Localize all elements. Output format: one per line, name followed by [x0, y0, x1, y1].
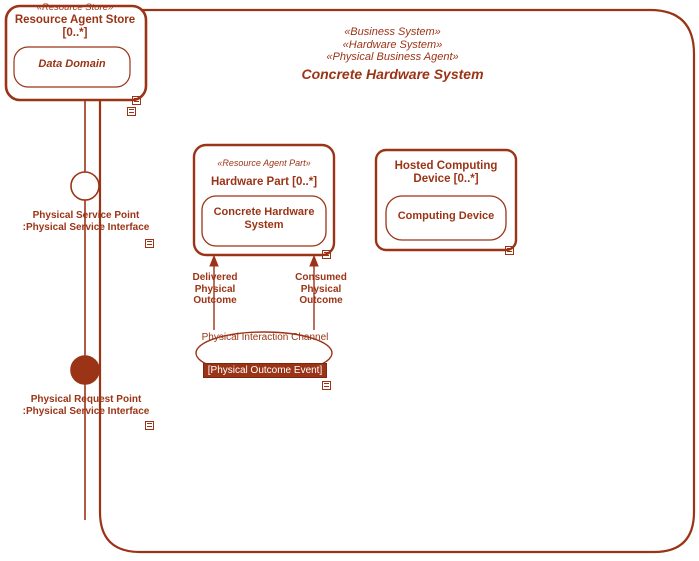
computing-device-label: Computing Device: [397, 210, 495, 222]
outer-system-stereotype-1: «Business System»: [344, 26, 441, 38]
resource-agent-part-name: Hardware Part [0..*]: [210, 176, 318, 189]
physical-interaction-channel-label: Physical Interaction Channel: [201, 332, 329, 343]
consumed-physical-outcome-label: Consumed Physical Outcome: [295, 272, 347, 306]
outer-system-label: [230, 26, 555, 82]
part-marker-icon: [145, 239, 154, 248]
physical-service-point-line1: Physical Service Point: [32, 210, 140, 221]
physical-request-point-line1: Physical Request Point: [30, 394, 142, 405]
data-domain-label: Data Domain: [38, 58, 106, 70]
physical-request-point-label: [6, 394, 166, 417]
physical-request-point-symbol: [71, 356, 99, 384]
physical-service-point-line2: :Physical Service Interface: [22, 221, 150, 233]
outer-system-stereotype-3: «Physical Business Agent»: [326, 51, 459, 64]
outer-system-title: Concrete Hardware System: [301, 65, 484, 82]
agent-part-marker-icon: [322, 250, 331, 259]
resource-store-stereotype: «Resource Store»: [36, 2, 114, 13]
concrete-hardware-system-part-label: Concrete Hardware System: [213, 206, 315, 231]
physical-outcome-event-badge: [198, 360, 332, 378]
consumed-flow-arrowhead: [310, 256, 318, 266]
store-port-marker-icon: [127, 107, 136, 116]
device-marker-icon: [505, 246, 514, 255]
hosted-computing-device-label: Hosted Computing Device [0..*]: [394, 160, 498, 186]
delivered-flow-arrowhead: [210, 256, 218, 266]
physical-service-point-label: [6, 210, 166, 233]
resource-agent-part-label: [196, 158, 332, 190]
outer-system-stereotype-2: «Hardware System»: [342, 38, 443, 51]
resource-store-name: Resource Agent Store [0..*]: [14, 13, 136, 40]
store-marker-icon: [132, 96, 141, 105]
delivered-physical-outcome-label: Delivered Physical Outcome: [192, 272, 238, 306]
resource-store-label: [8, 3, 142, 40]
request-point-marker-icon: [145, 421, 154, 430]
physical-outcome-event-text: [Physical Outcome Event]: [203, 363, 328, 378]
resource-agent-part-stereotype: «Resource Agent Part»: [217, 158, 311, 168]
physical-service-point-symbol: [71, 172, 99, 200]
physical-request-point-line2: :Physical Service Interface: [22, 405, 150, 417]
channel-marker-icon: [322, 381, 331, 390]
